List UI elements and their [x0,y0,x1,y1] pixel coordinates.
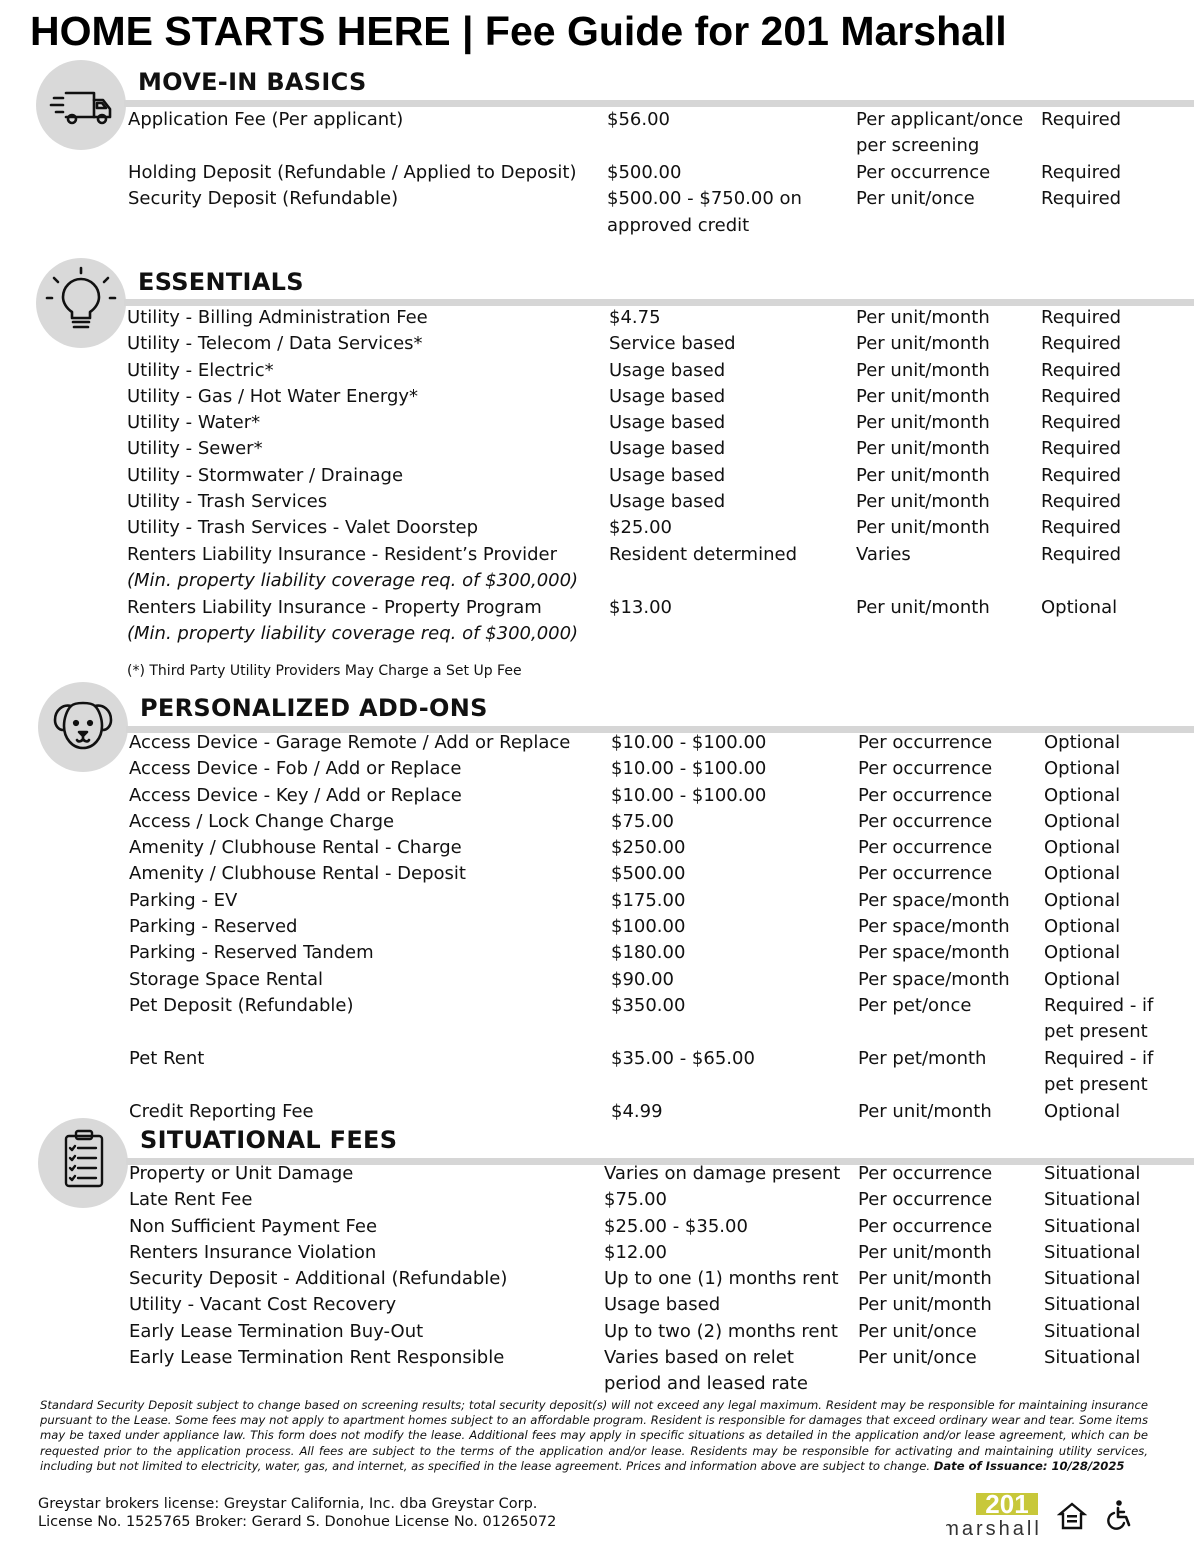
table-row [0,1345,1194,1398]
fee-name: Non Sufficient Payment Fee [129,1215,378,1237]
fee-frequency: Per occurrence [858,1215,993,1237]
table-row [0,595,1194,648]
fee-name: Utility - Trash Services - Valet Doorstep [127,517,479,539]
fee-amount: $25.00 [609,517,672,539]
fee-frequency: Per occurrence [858,1189,993,1211]
table-row [0,1099,1194,1125]
fee-status: Required [1041,517,1122,539]
table-row [0,783,1194,809]
table-row [0,1046,1194,1099]
table-row [0,914,1194,940]
table-row [0,756,1194,782]
fee-frequency: Per occurrence [858,863,993,885]
fee-amount: Up to two (2) months rent [604,1320,838,1342]
accessibility-icon [1104,1499,1136,1531]
fee-status: Optional [1044,916,1121,938]
fee-status: Required [1041,385,1122,407]
fee-frequency: Per space/month [858,968,1010,990]
fee-name: Parking - Reserved [129,916,298,938]
fee-status: Situational [1044,1189,1141,1211]
fee-name: Utility - Gas / Hot Water Energy* [127,385,419,407]
fee-name: Holding Deposit (Refundable / Applied to Deposit) [128,162,577,183]
fee-amount: $90.00 [611,968,674,990]
fee-name: Access Device - Garage Remote / Add or Replace [129,732,571,753]
page-title: HOME STARTS HERE | Fee Guide for 201 Marshall [30,8,1007,54]
fee-status: Required [1041,543,1122,565]
fee-amount: Usage based [609,491,726,513]
disclaimer [40,1398,1148,1474]
brand-word: marshall [946,1518,1042,1538]
fee-status: Optional [1044,968,1121,990]
section-title: MOVE-IN BASICS [138,68,367,96]
fee-name: Parking - Reserved Tandem [129,942,374,964]
fee-name: Renters Insurance Violation [129,1241,377,1263]
fee-amount: Varies based on relet period and leased rate [604,1347,808,1395]
table-row [0,809,1194,835]
section-title: ESSENTIALS [138,268,304,296]
fee-frequency: Per space/month [858,889,1010,911]
fee-name: Storage Space Rental [129,968,323,990]
fee-frequency: Per unit/month [858,1100,992,1122]
fee-frequency: Per occurrence [858,810,993,832]
fee-status: Situational [1044,1241,1141,1263]
fee-status: Required - if pet present [1044,994,1154,1043]
table-row [0,1292,1194,1318]
table-situational-fees [0,1161,1194,1398]
fee-status: Optional [1044,732,1121,753]
fee-amount: $12.00 [604,1241,667,1263]
table-row [0,515,1194,541]
table-row [0,160,1194,186]
fee-frequency: Per unit/month [858,1294,992,1316]
license-line-1: Greystar brokers license: Greystar California, Inc. dba Greystar Corp. [38,1496,538,1512]
fee-name: Utility - Billing Administration Fee [127,307,428,328]
fee-name: Property or Unit Damage [129,1163,354,1184]
fee-amount: Usage based [609,438,726,460]
fee-amount: $10.00 - $100.00 [611,784,767,806]
fee-name: Utility - Telecom / Data Services* [127,333,423,355]
fee-status: Situational [1044,1163,1141,1184]
fee-amount: Service based [609,333,736,355]
fee-frequency: Per unit/month [856,333,990,355]
table-row [0,489,1194,515]
fee-name: Pet Rent [129,1047,205,1069]
fee-name: Early Lease Termination Buy-Out [129,1320,424,1342]
fee-amount: $100.00 [611,916,686,938]
fee-amount: $175.00 [611,889,686,911]
fee-amount: $500.00 [607,162,682,183]
table-row [0,1187,1194,1213]
table-row [0,305,1194,331]
fee-amount: $35.00 - $65.00 [611,1047,755,1069]
fee-frequency: Per pet/month [858,1047,987,1069]
fee-status: Optional [1044,837,1121,859]
fee-frequency: Per unit/once [858,1347,977,1369]
fee-frequency: Per occurrence [856,162,991,183]
disclaimer-text: Standard Security Deposit subject to change based on screening results; total security deposit(s) will not exceed any legal maximum. Resident may be responsible for maintaining insurance pursuant to the Lease. Some fees may not apply to apartment homes subject to an affordable program. Resident is responsible for damages that exceed ordinary wear and tear. Some items may be taxed under appliance law. This form does not modify the lease. Additional fees may apply in specific situations as detailed in the application and/or lease agreement, which can be requested prior to the application process. All fees are subject to the terms of the application and/or lease. Residents may be responsible for activating and maintaining utility services, including but not limited to electricity, water, gas, and internet, as specified in the lease agreement. Prices and information above are subject to change. [40,1398,1148,1473]
table-personalized-add-ons [0,730,1194,1125]
fee-frequency: Per occurrence [858,837,993,859]
fee-frequency: Per unit/month [856,438,990,460]
fee-frequency: Per pet/once [858,994,972,1016]
fee-name: Access / Lock Change Charge [129,810,395,832]
table-move-in-basics [0,107,1194,239]
fee-status: Required [1041,188,1122,210]
fee-frequency: Per space/month [858,916,1010,938]
fee-amount: Usage based [609,359,726,381]
fee-status: Optional [1041,596,1118,618]
table-row [0,1214,1194,1240]
fee-frequency: Varies [856,543,911,565]
fee-status: Optional [1044,942,1121,964]
fee-name: Pet Deposit (Refundable) [129,994,354,1016]
fee-frequency: Per occurrence [858,732,993,753]
utility-footnote: (*) Third Party Utility Providers May Charge a Set Up Fee [127,663,522,679]
fee-amount: $500.00 [611,863,686,885]
fee-name: Access Device - Fob / Add or Replace [129,758,462,780]
fee-frequency: Per unit/month [856,412,990,434]
fee-status: Situational [1044,1347,1141,1369]
brand-number: 201 [985,1493,1029,1519]
fee-amount: Up to one (1) months rent [604,1268,839,1290]
table-essentials [0,305,1194,648]
fee-name: Security Deposit (Refundable) [128,188,399,210]
table-row [0,331,1194,357]
table-row [0,835,1194,861]
table-row [0,888,1194,914]
fee-name: Access Device - Key / Add or Replace [129,784,462,806]
fee-status: Required [1041,307,1122,328]
fee-status: Required [1041,162,1122,183]
table-row [0,730,1194,756]
table-row [0,384,1194,410]
fee-status: Required [1041,491,1122,513]
fee-status: Optional [1044,889,1121,911]
fee-amount: $4.99 [611,1100,663,1122]
fee-status: Situational [1044,1320,1141,1342]
fee-name: Amenity / Clubhouse Rental - Charge [129,837,462,859]
fee-amount: $350.00 [611,994,686,1016]
fee-name: Utility - Stormwater / Drainage [127,464,404,486]
table-row [0,1161,1194,1187]
fee-status: Required [1041,464,1122,486]
table-row [0,940,1194,966]
fee-frequency: Per unit/month [858,1241,992,1263]
fee-amount: Usage based [609,464,726,486]
fee-frequency: Per unit/once [856,188,975,210]
fee-frequency: Per unit/month [858,1268,992,1290]
fee-status: Optional [1044,863,1121,885]
fee-amount: Usage based [609,385,726,407]
fee-amount: $250.00 [611,837,686,859]
table-row [0,436,1194,462]
fee-frequency: Per occurrence [858,1163,993,1184]
fee-status: Required [1041,359,1122,381]
table-row [0,861,1194,887]
equal-housing-opportunity-icon [1057,1501,1087,1531]
fee-status: Required [1041,412,1122,434]
fee-amount: Resident determined [609,543,797,565]
fee-amount: $180.00 [611,942,686,964]
fee-frequency: Per unit/once [858,1320,977,1342]
fee-frequency: Per unit/month [856,596,990,618]
fee-name: Security Deposit - Additional (Refundable) [129,1268,508,1290]
fee-name: Parking - EV [129,889,238,911]
table-row [0,542,1194,595]
fee-frequency: Per applicant/once per screening [856,109,1024,157]
table-row [0,1319,1194,1345]
fee-name: Application Fee (Per applicant) [128,109,404,130]
fee-amount: $500.00 - $750.00 on approved credit [607,188,802,236]
table-row [0,463,1194,489]
fee-frequency: Per occurrence [858,784,993,806]
section-title: SITUATIONAL FEES [140,1126,398,1154]
fee-name: Utility - Vacant Cost Recovery [129,1294,397,1316]
fee-status: Optional [1044,810,1121,832]
fee-amount: $10.00 - $100.00 [611,758,767,780]
fee-frequency: Per space/month [858,942,1010,964]
fee-amount: $56.00 [607,109,670,130]
fee-amount: $10.00 - $100.00 [611,732,767,753]
fee-status: Required - if pet present [1044,1047,1154,1096]
fee-name: Renters Liability Insurance - Resident’s Provider [127,543,558,565]
footer-logos [946,1493,1146,1538]
fee-note: (Min. property liability coverage req. of $300,000) [127,569,579,591]
fee-amount: $75.00 [604,1189,667,1211]
fee-frequency: Per occurrence [858,758,993,780]
fee-amount: $4.75 [609,307,661,328]
fee-amount: $75.00 [611,810,674,832]
fee-status: Situational [1044,1215,1141,1237]
fee-amount: Usage based [604,1294,721,1316]
fee-status: Required [1041,438,1122,460]
fee-frequency: Per unit/month [856,464,990,486]
license-line-2: License No. 1525765 Broker: Gerard S. Donohue License No. 01265072 [38,1514,557,1530]
fee-name: Utility - Trash Services [127,491,328,513]
table-row [0,1240,1194,1266]
fee-name: Amenity / Clubhouse Rental - Deposit [129,863,466,885]
fee-status: Situational [1044,1294,1141,1316]
fee-status: Optional [1044,1100,1121,1122]
table-row [0,967,1194,993]
fee-name: Utility - Sewer* [127,438,263,460]
fee-frequency: Per unit/month [856,359,990,381]
table-row [0,358,1194,384]
fee-amount: $25.00 - $35.00 [604,1215,748,1237]
fee-frequency: Per unit/month [856,307,990,328]
fee-name: Early Lease Termination Rent Responsible [129,1347,505,1369]
fee-name: Credit Reporting Fee [129,1100,314,1122]
fee-amount: Varies on damage present [604,1163,841,1184]
fee-status: Situational [1044,1268,1141,1290]
table-row [0,186,1194,239]
fee-name: Utility - Water* [127,412,261,434]
fee-status: Optional [1044,784,1121,806]
fee-name: Renters Liability Insurance - Property Program [127,596,542,618]
fee-status: Required [1041,109,1122,130]
fee-name: Utility - Electric* [127,359,274,381]
issuance-date: Date of Issuance: 10/28/2025 [933,1458,1125,1473]
fee-note: (Min. property liability coverage req. of $300,000) [127,622,579,644]
fee-status: Optional [1044,758,1121,780]
fee-frequency: Per unit/month [856,491,990,513]
table-row [0,993,1194,1046]
fee-frequency: Per unit/month [856,385,990,407]
fee-status: Required [1041,333,1122,355]
fee-name: Late Rent Fee [129,1189,253,1211]
table-row [0,107,1194,160]
section-divider [124,100,1194,107]
fee-frequency: Per unit/month [856,517,990,539]
fee-amount: $13.00 [609,596,672,618]
table-row [0,410,1194,436]
table-row [0,1266,1194,1292]
section-title: PERSONALIZED ADD-ONS [140,694,488,722]
fee-amount: Usage based [609,412,726,434]
